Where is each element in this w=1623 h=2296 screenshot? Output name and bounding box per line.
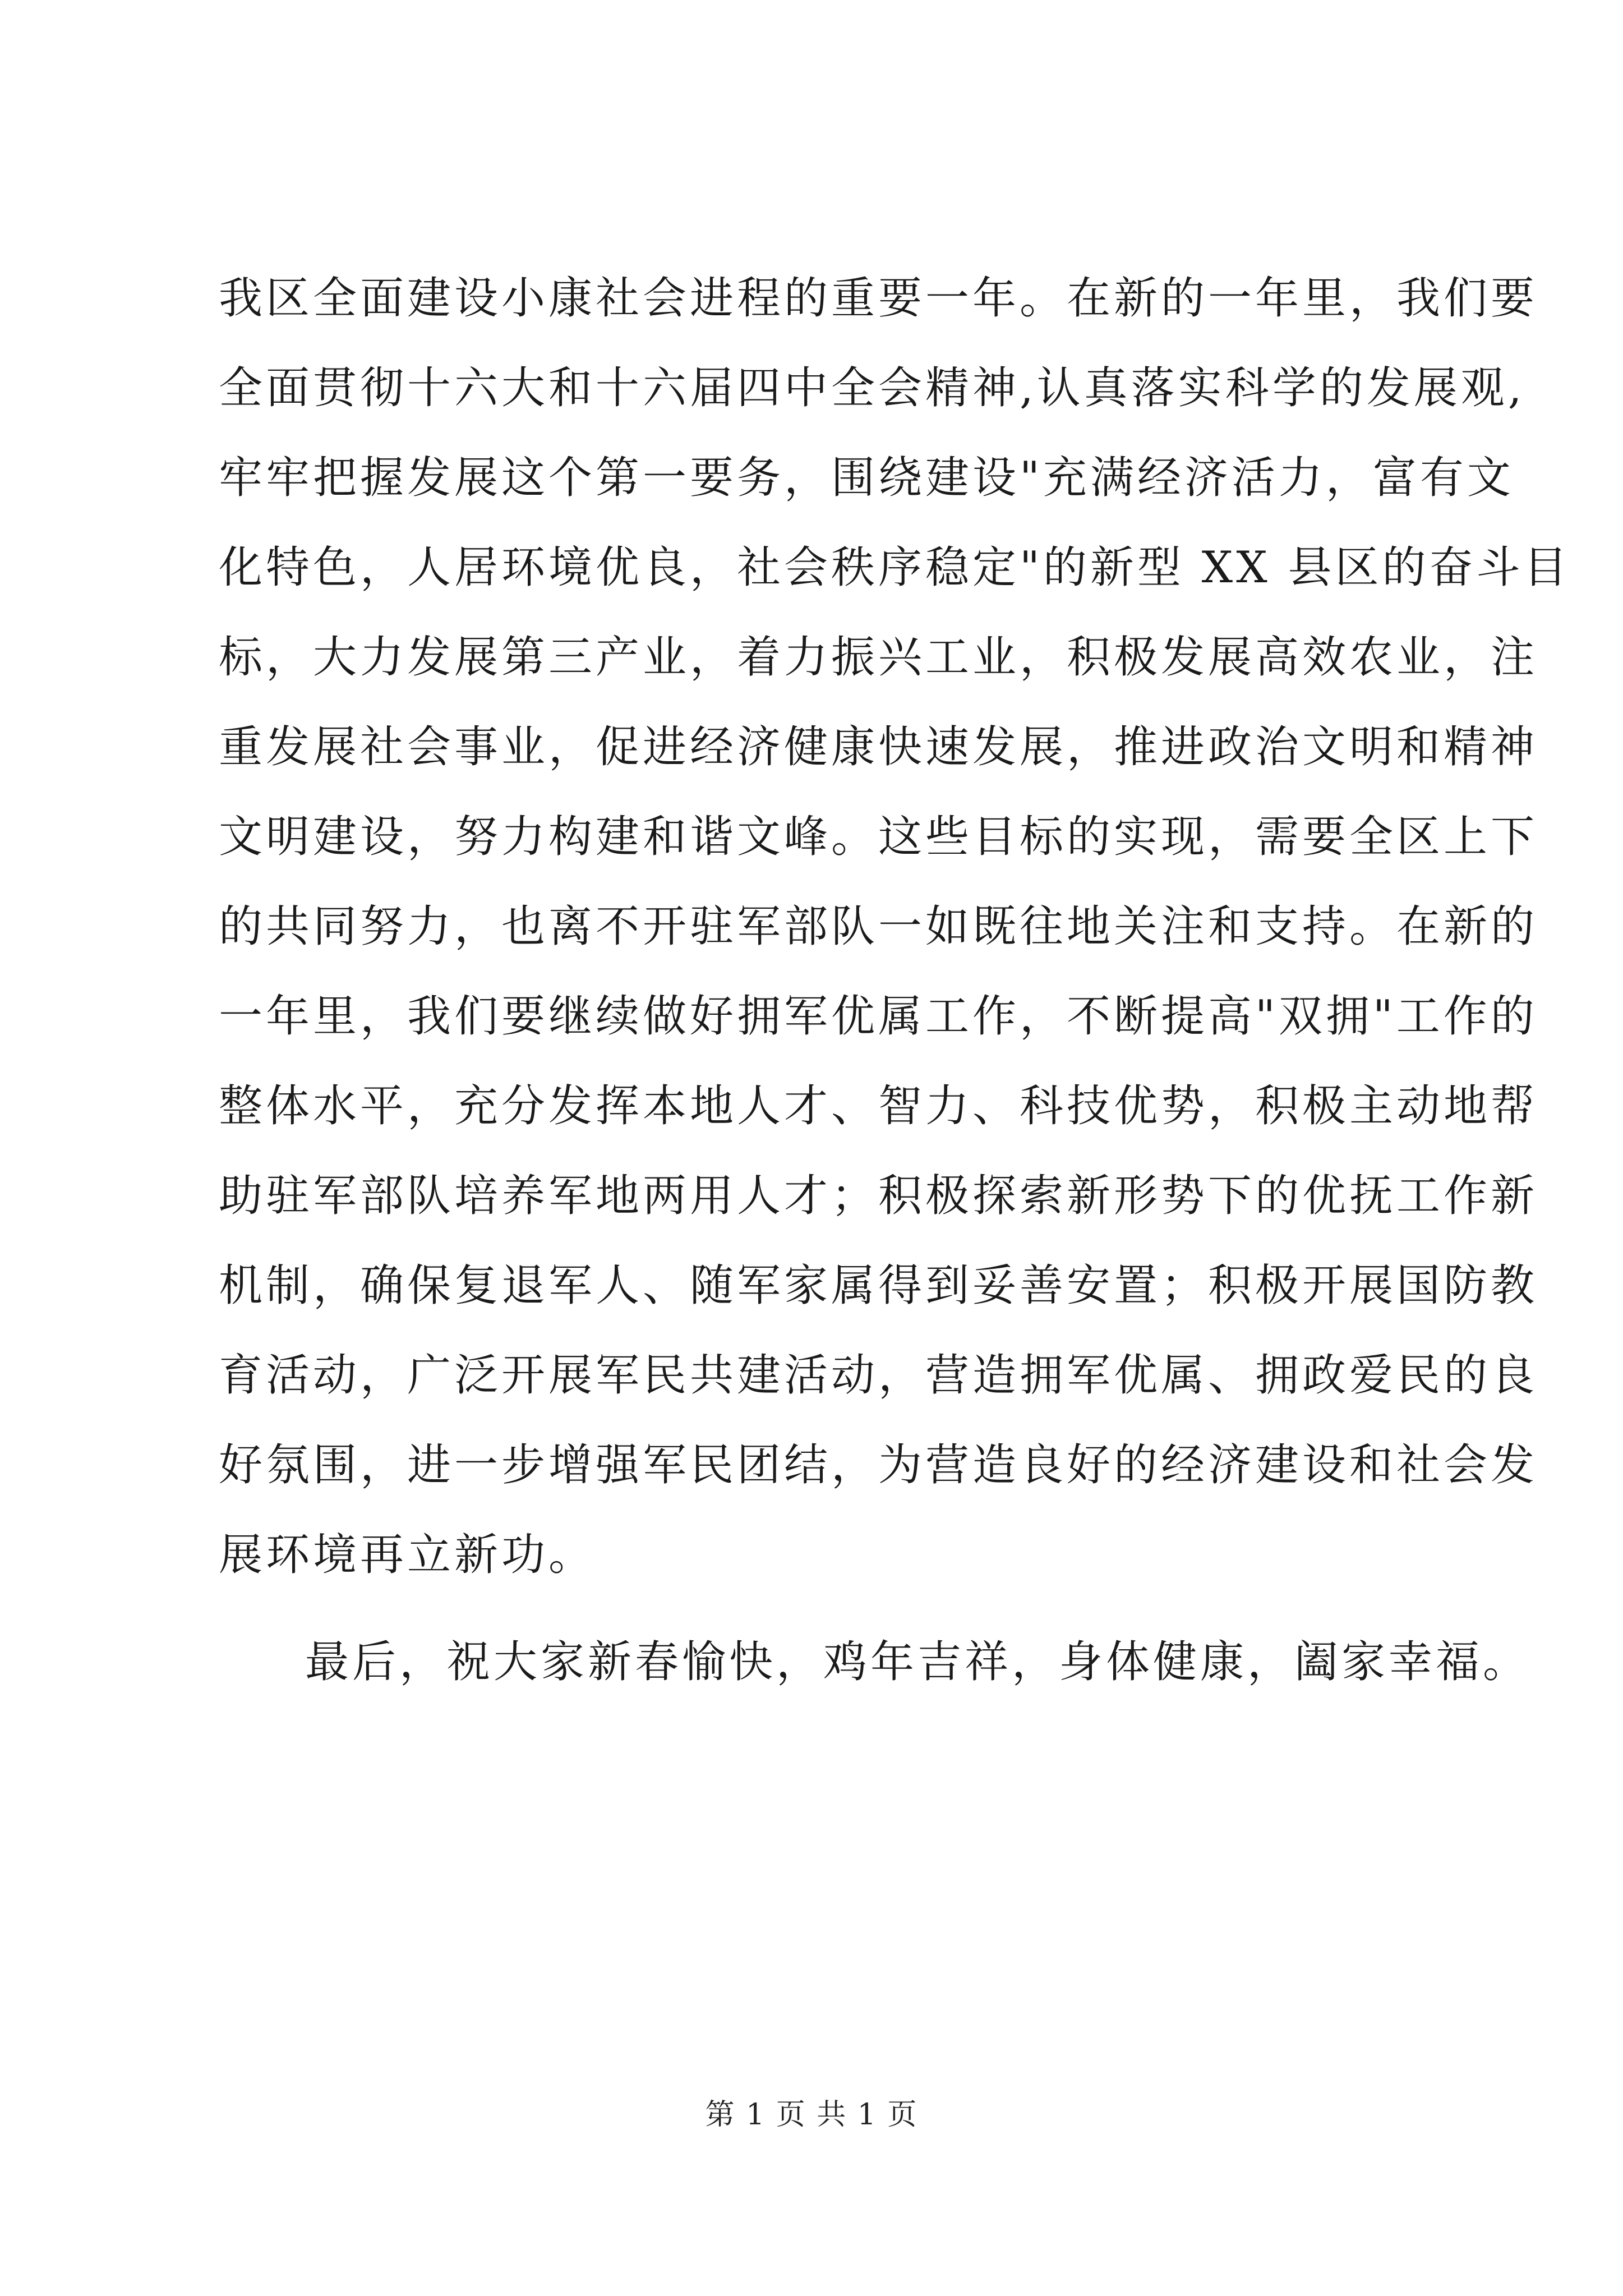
paragraph-line: 化特色，人居环境优良，社会秩序稳定"的新型 XX 县区的奋斗目 xyxy=(219,542,1571,593)
paragraph-line: 标，大力发展第三产业，着力振兴工业，积极发展高效农业，注 xyxy=(219,632,1538,683)
paragraph-line: 重发展社会事业，促进经济健康快速发展，推进政治文明和精神 xyxy=(219,722,1538,772)
closing-paragraph: 最后，祝大家新春愉快，鸡年吉祥，身体健康，阖家幸福。 xyxy=(305,1637,1530,1687)
paragraph-line: 好氛围，进一步增强军民团结，为营造良好的经济建设和社会发 xyxy=(219,1440,1538,1490)
paragraph-line: 全面贯彻十六大和十六届四中全会精神,认真落实科学的发展观, xyxy=(219,363,1525,413)
paragraph-line: 育活动，广泛开展军民共建活动，营造拥军优属、拥政爱民的良 xyxy=(219,1350,1538,1401)
paragraph-line: 展环境再立新功。 xyxy=(219,1530,596,1580)
body-paragraph xyxy=(219,254,1571,1600)
page-footer: 第 1 页 共 1 页 xyxy=(705,2098,918,2132)
paragraph-line: 一年里，我们要继续做好拥军优属工作，不断提高"双拥"工作的 xyxy=(219,991,1538,1042)
paragraph-line: 牢牢把握发展这个第一要务，围绕建设"充满经济活力，富有文 xyxy=(219,453,1514,503)
paragraph-line: 我区全面建设小康社会进程的重要一年。在新的一年里，我们要 xyxy=(219,273,1538,324)
paragraph-line: 机制，确保复退军人、随军家属得到妥善安置；积极开展国防教 xyxy=(219,1260,1538,1311)
paragraph-line: 助驻军部队培养军地两用人才；积极探索新形势下的优抚工作新 xyxy=(219,1171,1538,1221)
paragraph-line: 文明建设，努力构建和谐文峰。这些目标的实现，需要全区上下 xyxy=(219,812,1538,862)
paragraph-line: 的共同努力，也离不开驻军部队一如既往地关注和支持。在新的 xyxy=(219,901,1538,952)
paragraph-line: 整体水平，充分发挥本地人才、智力、科技优势，积极主动地帮 xyxy=(219,1081,1538,1131)
